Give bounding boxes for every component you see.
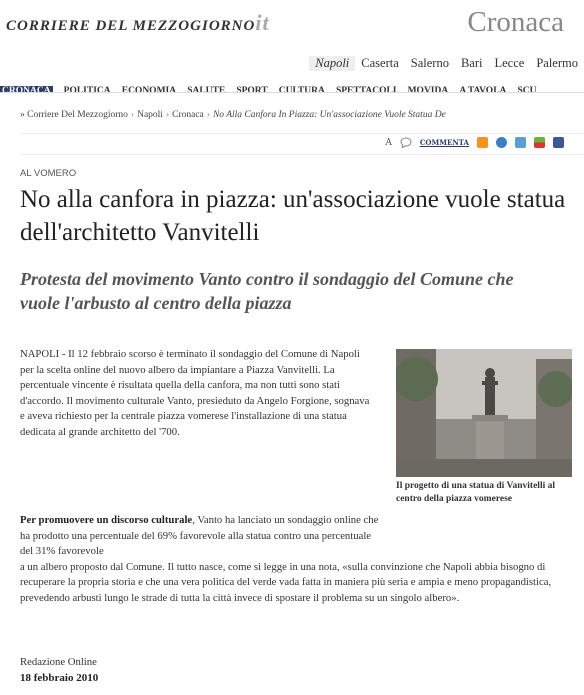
section-link-movida[interactable]: MOVIDA	[407, 86, 449, 93]
font-size-button[interactable]: A	[385, 137, 392, 148]
section-link-cultura[interactable]: CULTURA	[278, 86, 325, 93]
article-author: Redazione Online	[20, 656, 97, 668]
section-link-a-tavola[interactable]: A TAVOLA	[459, 86, 507, 93]
city-link-salerno[interactable]: Salerno	[410, 56, 449, 70]
masthead	[0, 0, 584, 52]
breadcrumb-prefix: »	[20, 110, 25, 120]
logo-text: CORRIERE DEL MEZZOGIORNO	[6, 18, 256, 34]
article-toolbar	[20, 133, 584, 155]
city-link-napoli[interactable]: Napoli	[309, 56, 355, 71]
city-link-palermo[interactable]: Palermo	[536, 56, 578, 70]
city-nav	[0, 52, 584, 74]
paragraph-text: a un albero proposto dal Comune. Il tutto nasce, come si legge in una nota, «sulla convinzione che Napoli abbia bisogno di recuperare la propria storia e che una vera politica del verde vada fatta in maniera più seria e ampia e meno propagandistica, prevedendo arbusti lungo le strade di tutta la città invece di spostare il problema su un singolo albero».	[20, 560, 552, 604]
breadcrumb-link[interactable]: Napoli	[137, 110, 163, 120]
breadcrumb-current: No Alla Canfora In Piazza: Un'associazione Vuole Statua De	[212, 110, 446, 120]
city-link-caserta[interactable]: Caserta	[361, 56, 399, 70]
section-link-sport[interactable]: SPORT	[236, 86, 268, 93]
article-paragraph: NAPOLI - Il 12 febbraio scorso è terminato il sondaggio del Comune di Napoli per la scelta online del nuovo albero da impiantare a Piazza Vanvitelli. La percentuale vincente è risultata quella della canfora, ma non tutti sono stati d'accordo. Il movimento culturale Vanto, presieduto da Angelo Forgione, sognava e aveva richiesto per la centrale piazza vomerese l'installazione di una statua dedicata al grande architetto del '700.	[20, 348, 370, 438]
photo-caption: Il progetto di una statua di Vanvitelli al centro della piazza vomerese	[396, 481, 555, 504]
site-logo[interactable]	[6, 10, 270, 36]
section-nav	[0, 78, 584, 93]
comment-bubble-icon	[400, 137, 412, 148]
breadcrumb-separator: ›	[206, 110, 210, 120]
section-link-scuola[interactable]: SCU	[517, 86, 537, 93]
facebook-icon[interactable]	[553, 137, 564, 148]
section-link-salute[interactable]: SALUTE	[187, 86, 226, 93]
article-paragraph	[20, 513, 580, 606]
paragraph-text: , Vanto ha lanciato un sondaggio online che ha prodotto una percentuale del 69% favorevole alla statua contro una percentuale del 31% favorevole	[20, 514, 379, 557]
section-link-economia[interactable]: ECONOMIA	[121, 86, 177, 93]
bookmark-icon[interactable]	[515, 137, 526, 148]
article-subtitle: Protesta del movimento Vanto contro il sondaggio del Comune che vuole l'arbusto al centro della piazza	[20, 269, 514, 313]
city-link-lecce[interactable]: Lecce	[494, 56, 525, 70]
paragraph-lead: Per promuovere un discorso culturale	[20, 514, 193, 526]
breadcrumb-separator: ›	[130, 110, 135, 120]
section-title: Cronaca	[467, 6, 564, 38]
breadcrumb-link[interactable]: Cronaca	[172, 110, 204, 120]
commenta-link[interactable]: COMMENTA	[419, 138, 469, 147]
breadcrumb-link[interactable]: Corriere Del Mezzogiorno	[27, 110, 128, 120]
rss-icon[interactable]	[477, 137, 488, 148]
paragraph-wrapped-lines	[20, 513, 380, 560]
article-photo[interactable]	[396, 349, 572, 477]
section-link-politica[interactable]: POLITICA	[63, 86, 111, 93]
section-link-cronaca[interactable]: CRONACA	[0, 86, 53, 93]
logo-suffix: it	[255, 10, 270, 35]
article-headline: No alla canfora in piazza: un'associazione vuole statua dell'architetto Vanvitelli	[20, 186, 566, 246]
article-date: 18 febbraio 2010	[20, 672, 99, 684]
section-link-spettacoli[interactable]: SPETTACOLI	[335, 86, 397, 93]
statue-photo-image	[396, 349, 572, 477]
breadcrumb	[20, 110, 446, 120]
ok-no-icon[interactable]	[534, 137, 545, 148]
article-kicker: AL VOMERO	[20, 168, 77, 179]
city-link-bari[interactable]: Bari	[460, 56, 483, 70]
breadcrumb-separator: ›	[165, 110, 170, 120]
share-icon[interactable]	[496, 137, 507, 148]
